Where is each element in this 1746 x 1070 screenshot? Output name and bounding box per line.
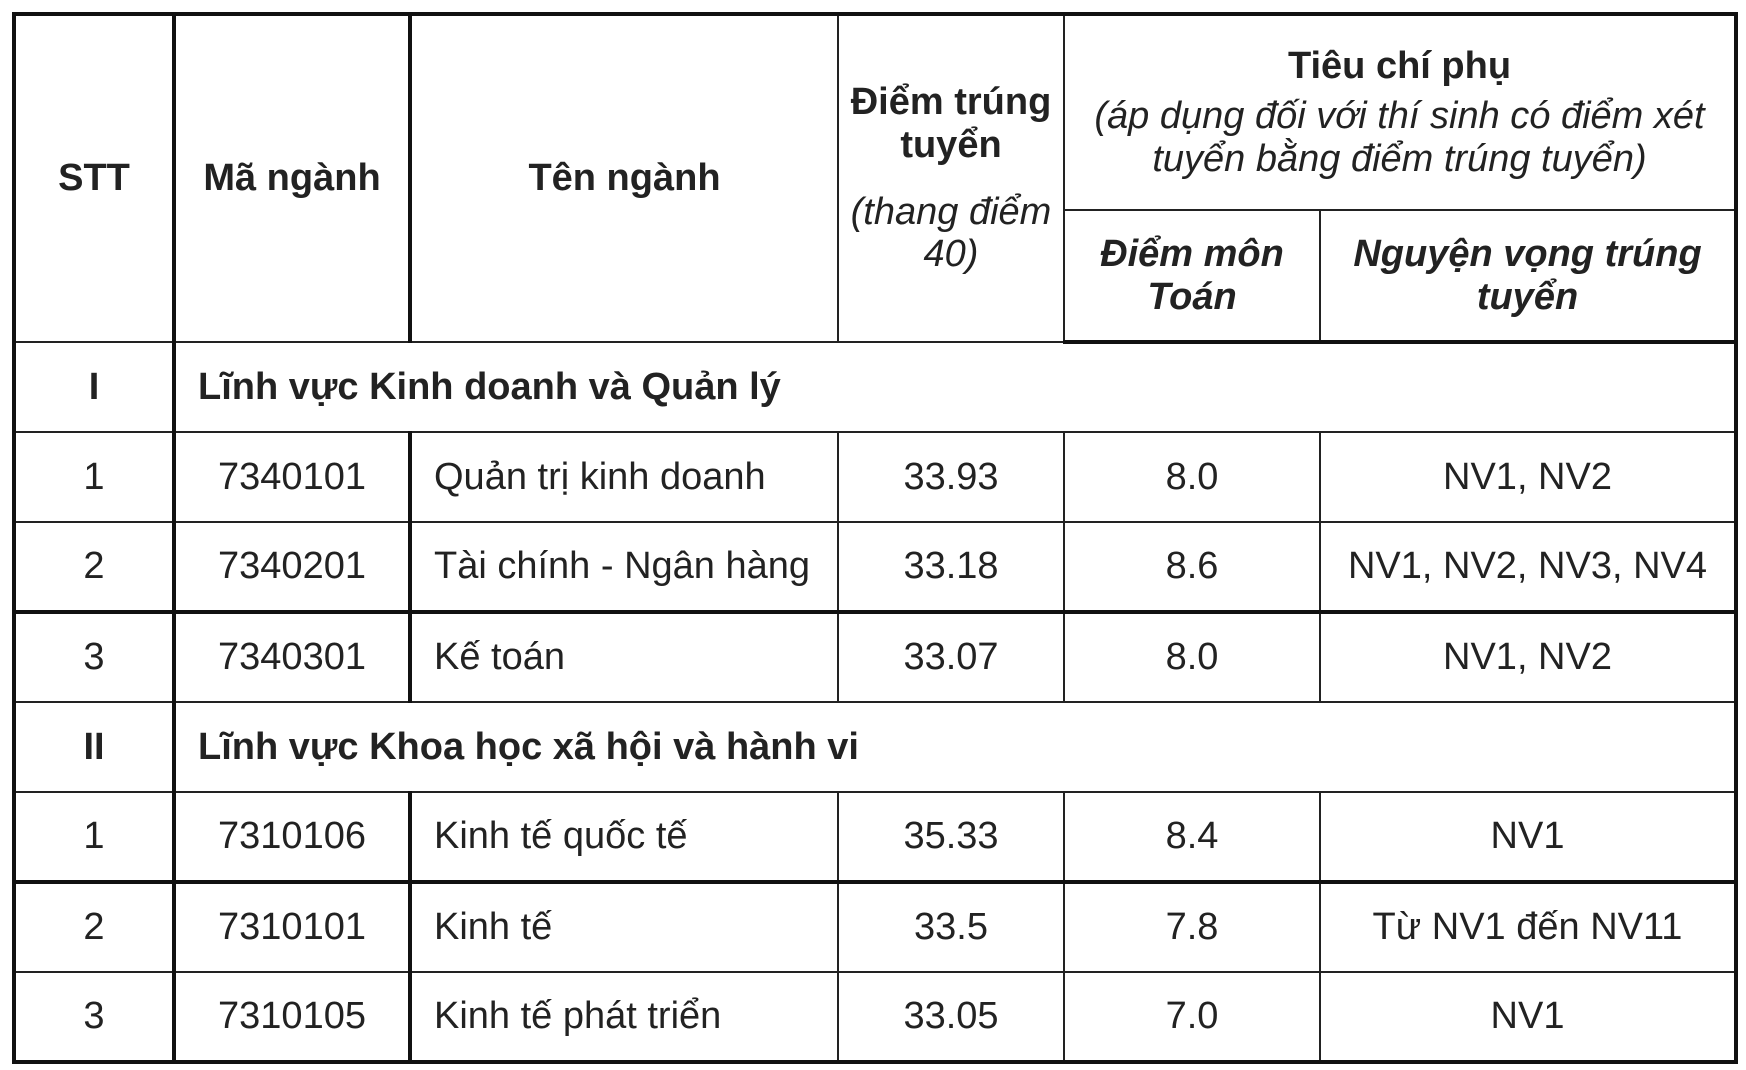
cell-ma-nganh: 7340201 — [174, 522, 410, 612]
cell-nguyen-vong: Từ NV1 đến NV11 — [1320, 882, 1736, 972]
section-row — [14, 342, 1736, 432]
cell-stt: 3 — [14, 612, 174, 702]
cell-ma-nganh: 7310106 — [174, 792, 410, 882]
cell-diem-toan: 7.0 — [1064, 972, 1320, 1062]
cell-diem: 33.05 — [838, 972, 1064, 1062]
table-row — [14, 432, 1736, 522]
cell-ten-nganh: Kinh tế — [410, 882, 838, 972]
header-nguyen-vong: Nguyện vọng trúng tuyển — [1320, 210, 1736, 342]
cell-diem: 33.5 — [838, 882, 1064, 972]
cell-ma-nganh: 7340301 — [174, 612, 410, 702]
cell-ten-nganh: Kinh tế phát triển — [410, 972, 838, 1062]
cell-diem-toan: 7.8 — [1064, 882, 1320, 972]
header-ten-nganh: Tên ngành — [410, 14, 838, 342]
cell-stt: 1 — [14, 432, 174, 522]
cell-stt: 2 — [14, 522, 174, 612]
header-stt: STT — [14, 14, 174, 342]
cell-ma-nganh: 7310101 — [174, 882, 410, 972]
section-number: II — [14, 702, 174, 792]
cell-ten-nganh: Tài chính - Ngân hàng — [410, 522, 838, 612]
cell-diem: 33.18 — [838, 522, 1064, 612]
cell-diem: 33.07 — [838, 612, 1064, 702]
section-number: I — [14, 342, 174, 432]
cell-diem-toan: 8.0 — [1064, 432, 1320, 522]
section-title: Lĩnh vực Kinh doanh và Quản lý — [174, 342, 1736, 432]
cell-ten-nganh: Kế toán — [410, 612, 838, 702]
table-row — [14, 972, 1736, 1062]
section-title: Lĩnh vực Khoa học xã hội và hành vi — [174, 702, 1736, 792]
cell-diem: 33.93 — [838, 432, 1064, 522]
table-row — [14, 792, 1736, 882]
cell-ma-nganh: 7340101 — [174, 432, 410, 522]
cell-ten-nganh: Kinh tế quốc tế — [410, 792, 838, 882]
admission-score-table — [12, 12, 1738, 1064]
cell-nguyen-vong: NV1, NV2 — [1320, 432, 1736, 522]
cell-diem-toan: 8.6 — [1064, 522, 1320, 612]
cell-diem-toan: 8.0 — [1064, 612, 1320, 702]
cell-diem: 35.33 — [838, 792, 1064, 882]
header-diem-trung-tuyen — [838, 14, 1064, 342]
header-tieu-chi-phu-note: (áp dụng đối với thí sinh có điểm xét tuyển bằng điểm trúng tuyển) — [1094, 95, 1705, 180]
cell-stt: 2 — [14, 882, 174, 972]
cell-ten-nganh: Quản trị kinh doanh — [410, 432, 838, 522]
header-diem-mon-toan: Điểm môn Toán — [1064, 210, 1320, 342]
header-tieu-chi-phu — [1064, 14, 1736, 210]
cell-nguyen-vong: NV1, NV2 — [1320, 612, 1736, 702]
cell-stt: 1 — [14, 792, 174, 882]
header-ma-nganh: Mã ngành — [174, 14, 410, 342]
section-row — [14, 702, 1736, 792]
table-row — [14, 882, 1736, 972]
cell-nguyen-vong: NV1 — [1320, 972, 1736, 1062]
header-diem-label: Điểm trúng tuyển — [850, 81, 1052, 166]
table-row — [14, 522, 1736, 612]
cell-nguyen-vong: NV1 — [1320, 792, 1736, 882]
cell-diem-toan: 8.4 — [1064, 792, 1320, 882]
table-row — [14, 612, 1736, 702]
header-tieu-chi-phu-title: Tiêu chí phụ — [1287, 44, 1512, 87]
cell-stt: 3 — [14, 972, 174, 1062]
cell-nguyen-vong: NV1, NV2, NV3, NV4 — [1320, 522, 1736, 612]
header-diem-scale: (thang điểm 40) — [850, 190, 1052, 276]
cell-ma-nganh: 7310105 — [174, 972, 410, 1062]
